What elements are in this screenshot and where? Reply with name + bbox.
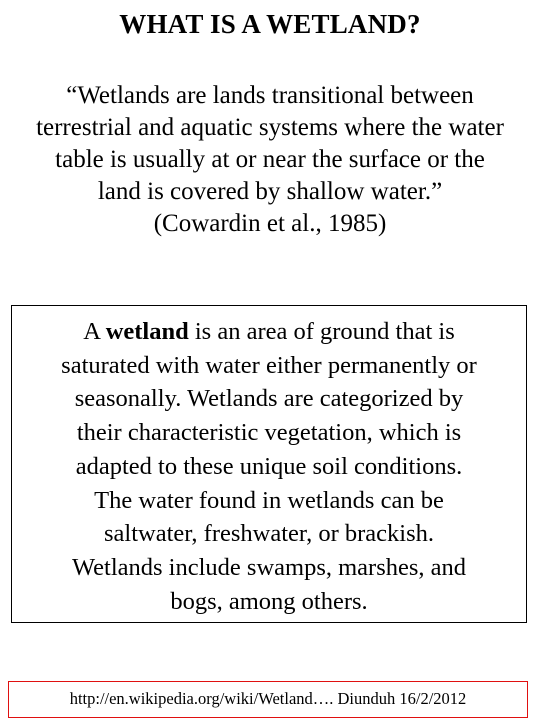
quote-line: “Wetlands are lands transitional between (66, 82, 474, 109)
definition-term: wetland (105, 318, 189, 345)
quote-citation: (Cowardin et al., 1985) (153, 210, 387, 237)
page-title: WHAT IS A WETLAND? (119, 9, 421, 39)
quote-line: terrestrial and aquatic systems where the water (36, 114, 504, 141)
wetland-definition-box (11, 305, 527, 623)
definition-line: seasonally. Wetlands are categorized by (74, 385, 464, 413)
definition-line (12, 315, 526, 349)
definition-line: their characteristic vegetation, which is (76, 419, 462, 447)
definition-intro: A (83, 318, 106, 345)
definition-line: saltwater, freshwater, or brackish. (103, 520, 434, 548)
source-footer: http://en.wikipedia.org/wiki/Wetland…. Diunduh 16/2/2012 (8, 681, 528, 718)
quote-line: land is covered by shallow water.” (97, 178, 443, 205)
definition-intro-rest: is an area of ground that is (188, 318, 455, 345)
definition-line: saturated with water either permanently or (61, 351, 477, 379)
definition-line: bogs, among others. (170, 587, 368, 615)
cowardin-quote (10, 80, 530, 240)
definition-line: Wetlands include swamps, marshes, and (71, 553, 467, 581)
quote-line: table is usually at or near the surface or the (55, 146, 485, 173)
definition-line: The water found in wetlands can be (94, 486, 444, 514)
definition-line: adapted to these unique soil conditions. (75, 452, 463, 480)
